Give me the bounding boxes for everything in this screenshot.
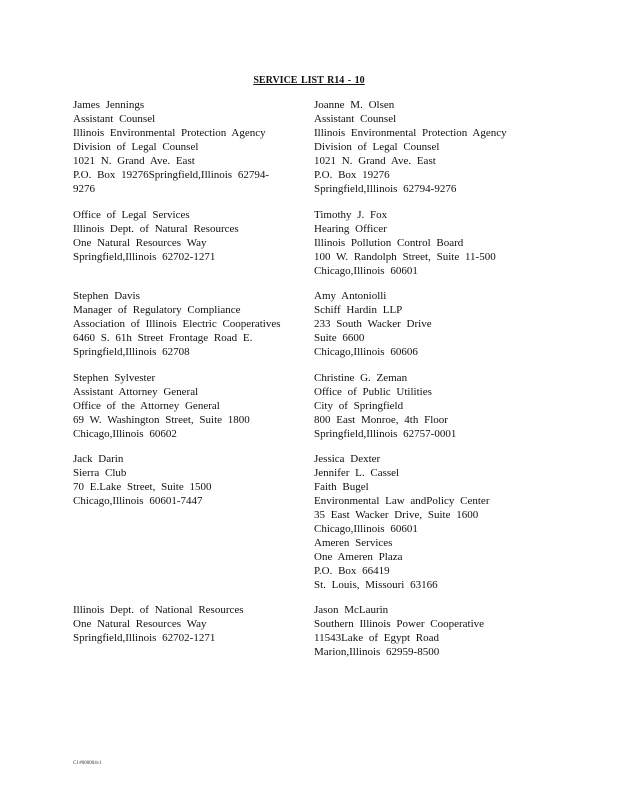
contact-entry bbox=[73, 371, 313, 441]
address-line: Marion,Illinois 62959-8500 bbox=[314, 646, 440, 658]
address-line: Assistant Counsel bbox=[73, 113, 156, 125]
address-line: Jessica Dexter bbox=[314, 453, 381, 465]
address-line: One Natural Resources Way bbox=[73, 237, 207, 249]
address-line: St. Louis, Missouri 63166 bbox=[314, 579, 438, 591]
address-line: Illinois Pollution Control Board bbox=[314, 237, 464, 249]
address-line: James Jennings bbox=[73, 99, 145, 111]
page-title: SERVICE LIST R14 - 10 bbox=[253, 75, 365, 86]
address-line: Timothy J. Fox bbox=[314, 209, 388, 221]
address-line: Faith Bugel bbox=[314, 481, 369, 493]
address-line: One Ameren Plaza bbox=[314, 551, 403, 563]
address-line: Stephen Davis bbox=[73, 290, 140, 302]
contact-entry bbox=[314, 289, 554, 359]
address-line: Jason McLaurin bbox=[314, 604, 389, 616]
address-line: P.O. Box 19276Springfield,Illinois 62794- bbox=[73, 169, 270, 181]
address-line: 1021 N. Grand Ave. East bbox=[73, 155, 195, 167]
address-line: 69 W. Washington Street, Suite 1800 bbox=[73, 414, 250, 426]
address-line: Springfield,Illinois 62757-0001 bbox=[314, 428, 457, 440]
address-line: Springfield,Illinois 62702-1271 bbox=[73, 251, 216, 263]
contact-entry bbox=[73, 208, 313, 264]
address-line: Manager of Regulatory Compliance bbox=[73, 304, 241, 316]
address-line: 1021 N. Grand Ave. East bbox=[314, 155, 436, 167]
address-line: One Natural Resources Way bbox=[73, 618, 207, 630]
contact-entry bbox=[73, 452, 313, 508]
address-line: 35 East Wacker Drive, Suite 1600 bbox=[314, 509, 479, 521]
address-line: Assistant Attorney General bbox=[73, 386, 199, 398]
address-line: 100 W. Randolph Street, Suite 11-500 bbox=[314, 251, 496, 263]
contact-entry bbox=[73, 603, 313, 645]
address-line: City of Springfield bbox=[314, 400, 404, 412]
address-line: Office of Public Utilities bbox=[314, 386, 432, 398]
address-line: Division of Legal Counsel bbox=[314, 141, 440, 153]
address-line: P.O. Box 66419 bbox=[314, 565, 390, 577]
address-line: Sierra Club bbox=[73, 467, 127, 479]
document-id-footer: CI #000004v1 bbox=[73, 761, 102, 766]
address-line: 70 E.Lake Street, Suite 1500 bbox=[73, 481, 212, 493]
address-line: Chicago,Illinois 60601-7447 bbox=[73, 495, 203, 507]
address-line: Illinois Dept. of Natural Resources bbox=[73, 223, 239, 235]
address-line: Hearing Officer bbox=[314, 223, 387, 235]
address-line: 233 South Wacker Drive bbox=[314, 318, 432, 330]
address-line: Stephen Sylvester bbox=[73, 372, 156, 384]
address-line: P.O. Box 19276 bbox=[314, 169, 390, 181]
address-line: Springfield,Illinois 62708 bbox=[73, 346, 190, 358]
address-line: 9276 bbox=[73, 183, 95, 195]
address-line: Suite 6600 bbox=[314, 332, 365, 344]
address-line: Assistant Counsel bbox=[314, 113, 397, 125]
address-line: Illinois Environmental Protection Agency bbox=[314, 127, 507, 139]
address-line: Association of Illinois Electric Cooperatives bbox=[73, 318, 281, 330]
address-line: Illinois Dept. of National Resources bbox=[73, 604, 244, 616]
address-line: Chicago,Illinois 60601 bbox=[314, 523, 418, 535]
contact-entry bbox=[73, 98, 313, 196]
contact-entry bbox=[314, 371, 554, 441]
address-line: Jennifer L. Cassel bbox=[314, 467, 400, 479]
contact-entry bbox=[314, 603, 554, 659]
address-line: Chicago,Illinois 60606 bbox=[314, 346, 418, 358]
address-line: Chicago,Illinois 60601 bbox=[314, 265, 418, 277]
address-line: Springfield,Illinois 62702-1271 bbox=[73, 632, 216, 644]
address-line: Christine G. Zeman bbox=[314, 372, 408, 384]
contact-entry bbox=[73, 289, 313, 359]
address-line: Ameren Services bbox=[314, 537, 393, 549]
address-line: Office of Legal Services bbox=[73, 209, 190, 221]
address-line: Joanne M. Olsen bbox=[314, 99, 395, 111]
address-line: Southern Illinois Power Cooperative bbox=[314, 618, 485, 630]
contact-entry bbox=[314, 98, 554, 196]
address-line: 6460 S. 61h Street Frontage Road E. bbox=[73, 332, 253, 344]
address-line: Amy Antoniolli bbox=[314, 290, 387, 302]
address-line: Chicago,Illinois 60602 bbox=[73, 428, 177, 440]
address-line: Division of Legal Counsel bbox=[73, 141, 199, 153]
address-line: 11543Lake of Egypt Road bbox=[314, 632, 439, 644]
address-line: Illinois Environmental Protection Agency bbox=[73, 127, 266, 139]
address-line: Jack Darin bbox=[73, 453, 124, 465]
address-line: Springfield,Illinois 62794-9276 bbox=[314, 183, 457, 195]
address-line: Office of the Attorney General bbox=[73, 400, 220, 412]
address-line: Environmental Law andPolicy Center bbox=[314, 495, 490, 507]
address-line: 800 East Monroe, 4th Floor bbox=[314, 414, 448, 426]
address-line: Schiff Hardin LLP bbox=[314, 304, 403, 316]
contact-entry bbox=[314, 208, 554, 278]
contact-entry bbox=[314, 452, 554, 592]
